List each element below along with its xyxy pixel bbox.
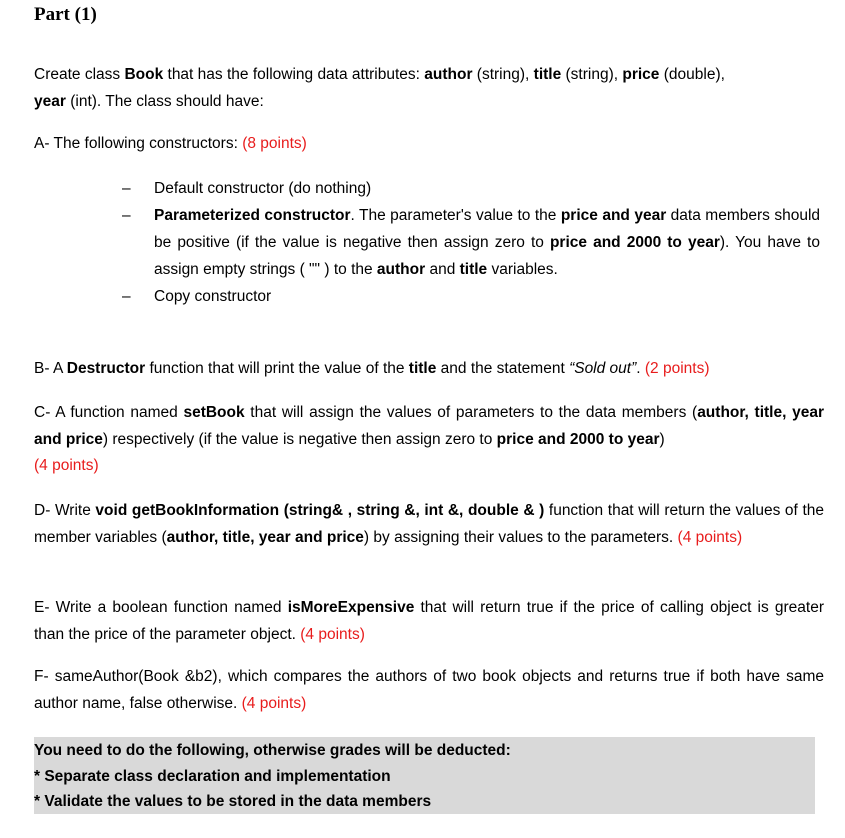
list-item: – Parameterized constructor. The parameter's value to the price and year data members should be positive (if the value is negative then assign zero to price and 2000 to year). You have to assign empty strings ( "" ) to the author and title variables.: [118, 202, 820, 283]
points-label: (4 points): [34, 457, 99, 474]
points-label: (4 points): [677, 528, 743, 546]
intro-paragraph: Create class Book that has the following data attributes: author (string), title (string), price (double), year (int). The class should have:: [34, 66, 725, 110]
section-c: C- A function named setBook that will assign the values of parameters to the data members (author, title, year and price) respectively (if the value is negative then assign zero to price and 2000 to year) (4 points): [34, 404, 824, 474]
requirements-note: [34, 737, 815, 814]
note-line: You need to do the following, otherwise grades will be deducted:: [34, 742, 511, 759]
section-f: F- sameAuthor(Book &b2), which compares the authors of two book objects and returns true if both have same author name, false otherwise. (4 points): [34, 668, 824, 712]
note-line: * Separate class declaration and implementation: [34, 767, 391, 785]
constructor-list: [118, 175, 820, 310]
points-label: (4 points): [300, 625, 365, 643]
section-e: E- Write a boolean function named isMoreExpensive that will return true if the price of calling object is greater than the price of the parameter object. (4 points): [34, 599, 825, 643]
points-label: (8 points): [242, 135, 307, 152]
note-line: * Validate the values to be stored in the data members: [34, 793, 432, 810]
dash-bullet: –: [122, 288, 131, 305]
section-a-heading: A- The following constructors: (8 points): [34, 135, 307, 152]
points-label: (4 points): [241, 694, 307, 712]
list-item: – Copy constructor: [118, 283, 820, 310]
dash-bullet: –: [122, 207, 131, 224]
section-b: B- A Destructor function that will print the value of the title and the statement “Sold out”. (2 points): [34, 360, 710, 377]
list-item: – Default constructor (do nothing): [118, 175, 820, 202]
dash-bullet: –: [122, 180, 131, 197]
points-label: (2 points): [644, 360, 710, 377]
part-title: Part (1): [34, 4, 97, 25]
section-d: D- Write void getBookInformation (string& , string &, int &, double & ) function that will return the values of the member variables (author, title, year and price) by assigning their values to the parameters. (4 points): [34, 502, 824, 546]
